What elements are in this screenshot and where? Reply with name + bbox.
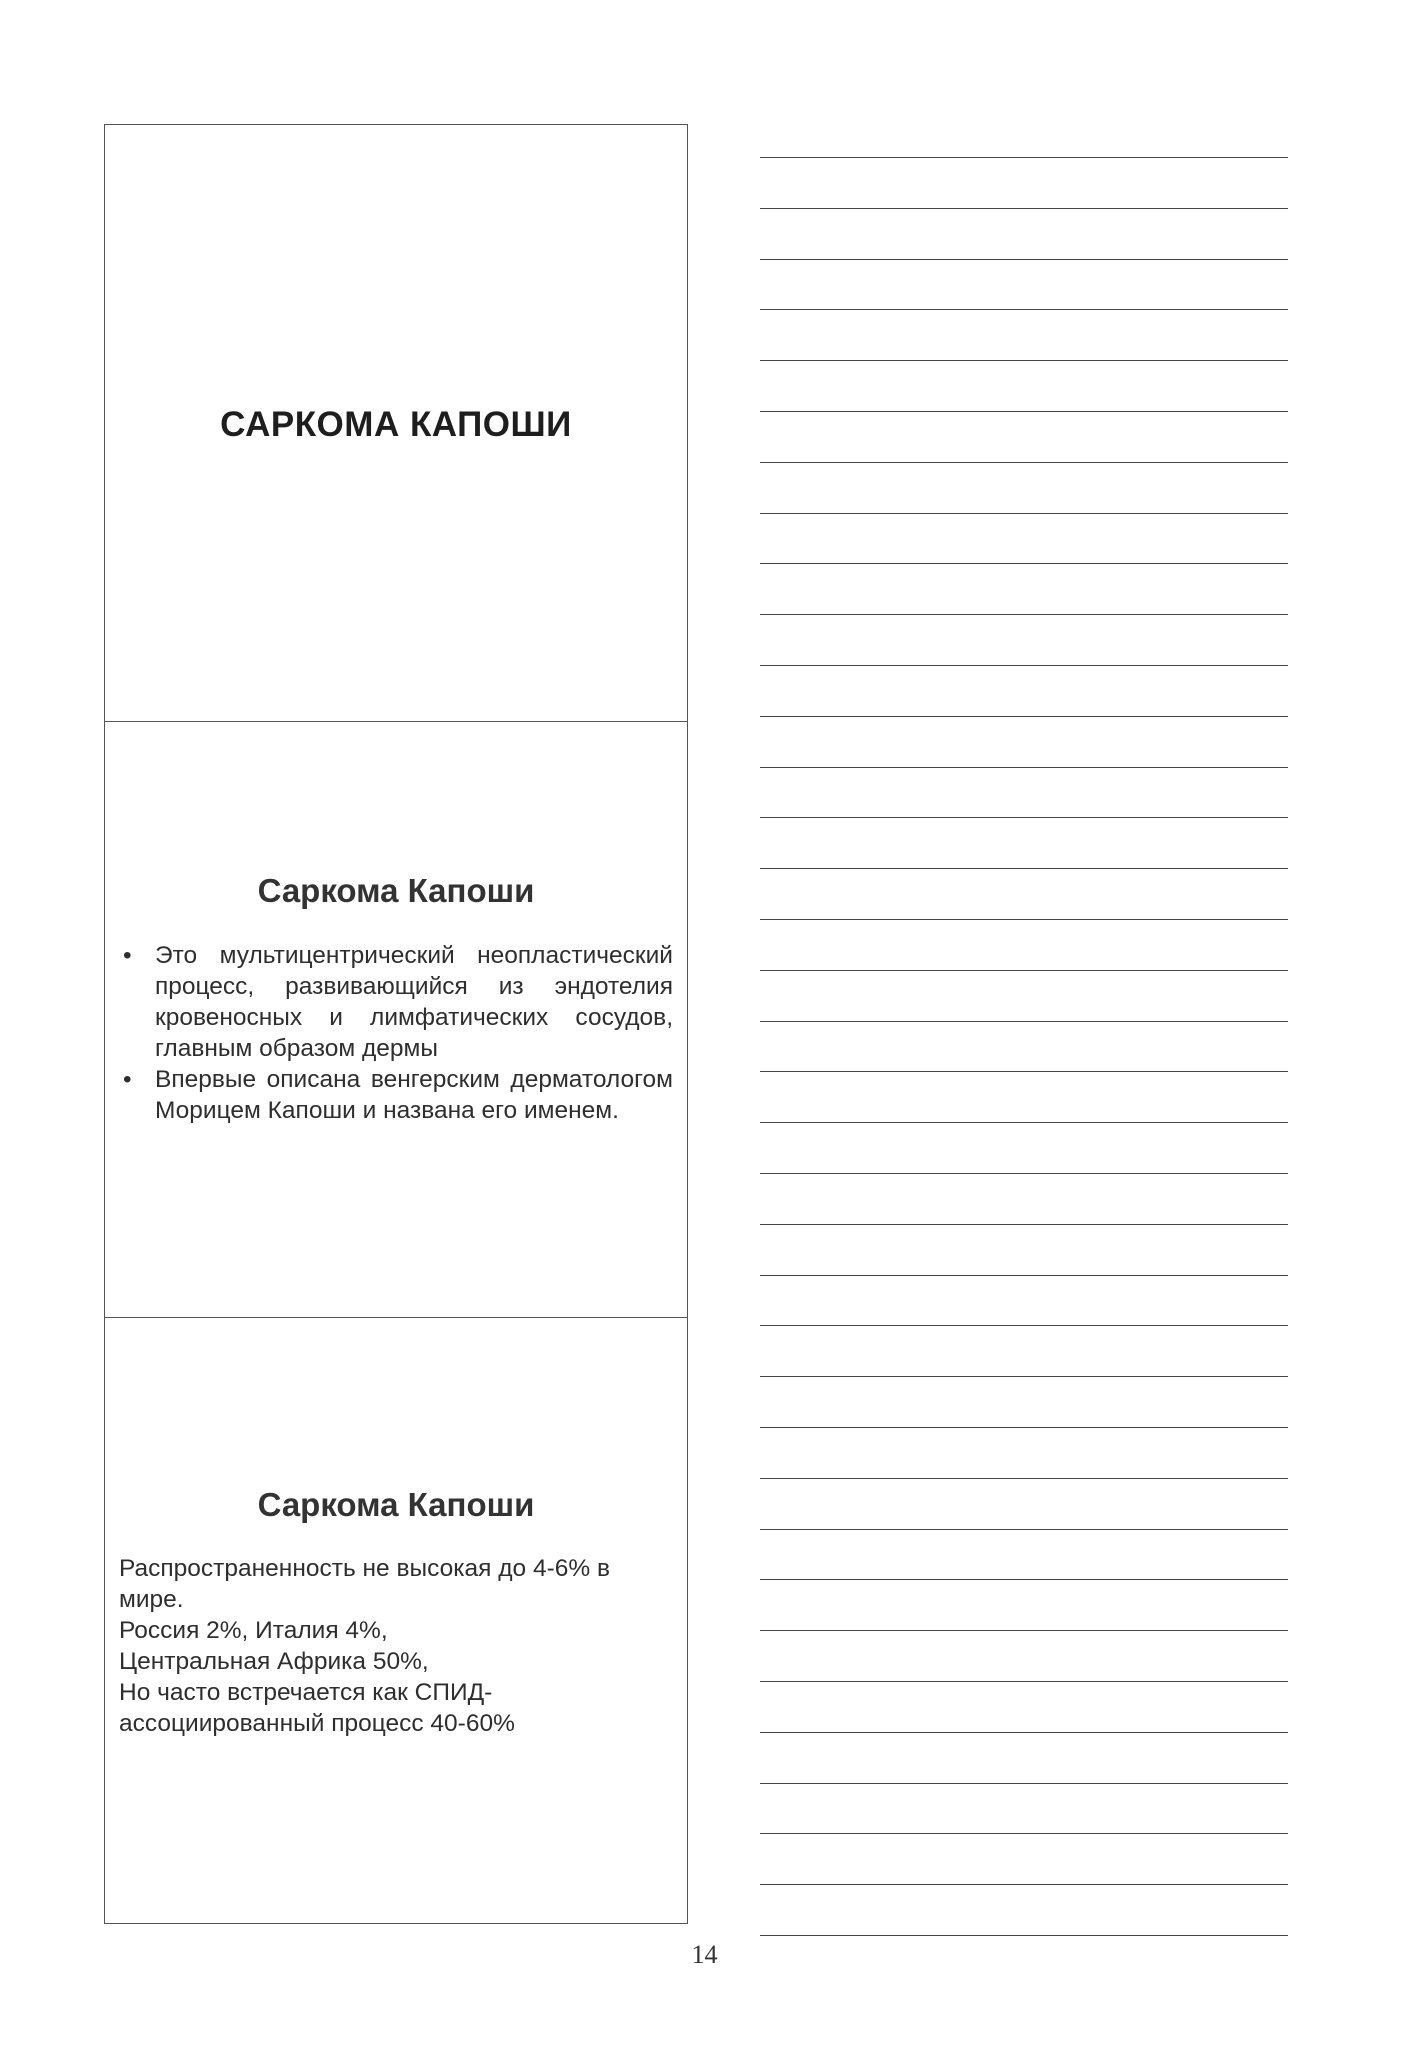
note-line: [760, 1376, 1288, 1377]
note-line: [760, 817, 1288, 818]
note-line: [760, 1681, 1288, 1682]
note-line: [760, 1529, 1288, 1530]
slide-heading: Саркома Капоши: [257, 872, 535, 909]
note-line: [760, 868, 1288, 869]
slides-column: [104, 124, 688, 1924]
text-line: Россия 2%, Италия 4%,: [119, 1617, 388, 1644]
note-line: [760, 411, 1288, 412]
text-line: ассоциированный процесс 40-60%: [119, 1710, 515, 1737]
note-line: [760, 462, 1288, 463]
note-line: [760, 157, 1288, 158]
slide-definition: [105, 721, 687, 1317]
note-line: [760, 1122, 1288, 1123]
bullet-dot-icon: •: [123, 942, 132, 969]
bullet-dot-icon: •: [123, 1066, 132, 1093]
note-line: [760, 259, 1288, 260]
slide-title: [105, 125, 687, 721]
note-line: [760, 360, 1288, 361]
bullet-item: • Это мультицентрический неопластический процесс, развивающийся из эндотелия кровеносных и лимфатических сосудов, главным образом дермы: [123, 942, 673, 1062]
note-line: [760, 614, 1288, 615]
note-line: [760, 1224, 1288, 1225]
text-line: Но часто встречается как СПИД-: [119, 1679, 493, 1706]
text-line: мире.: [119, 1586, 184, 1613]
note-line: [760, 919, 1288, 920]
slide-heading: Саркома Капоши: [257, 1486, 535, 1523]
note-line: [760, 1935, 1288, 1936]
page-number: 14: [691, 1940, 718, 1969]
note-line: [760, 1325, 1288, 1326]
note-line: [760, 1783, 1288, 1784]
note-line: [760, 208, 1288, 209]
note-line: [760, 1579, 1288, 1580]
slide-title-text: САРКОМА КАПОШИ: [220, 405, 572, 444]
note-line: [760, 1071, 1288, 1072]
note-line: [760, 1833, 1288, 1834]
note-line: [760, 1732, 1288, 1733]
note-line: [760, 1275, 1288, 1276]
note-line: [760, 970, 1288, 971]
text-line: Распространенность не высокая до 4-6% в: [119, 1555, 610, 1582]
note-line: [760, 1173, 1288, 1174]
note-line: [760, 1478, 1288, 1479]
text-line: Центральная Африка 50%,: [119, 1648, 429, 1675]
note-line: [760, 1630, 1288, 1631]
note-line: [760, 513, 1288, 514]
slide-prevalence: [105, 1317, 687, 1923]
note-line: [760, 1884, 1288, 1885]
note-line: [760, 767, 1288, 768]
note-line: [760, 563, 1288, 564]
note-line: [760, 1021, 1288, 1022]
notes-lines: [760, 0, 1288, 1930]
note-line: [760, 665, 1288, 666]
note-line: [760, 309, 1288, 310]
prevalence-text: [119, 1553, 673, 1739]
note-line: [760, 1427, 1288, 1428]
bullet-list: [119, 940, 673, 1126]
bullet-item: • Впервые описана венгерским дерматологом Морицем Капоши и названа его именем.: [123, 1066, 673, 1124]
note-line: [760, 716, 1288, 717]
